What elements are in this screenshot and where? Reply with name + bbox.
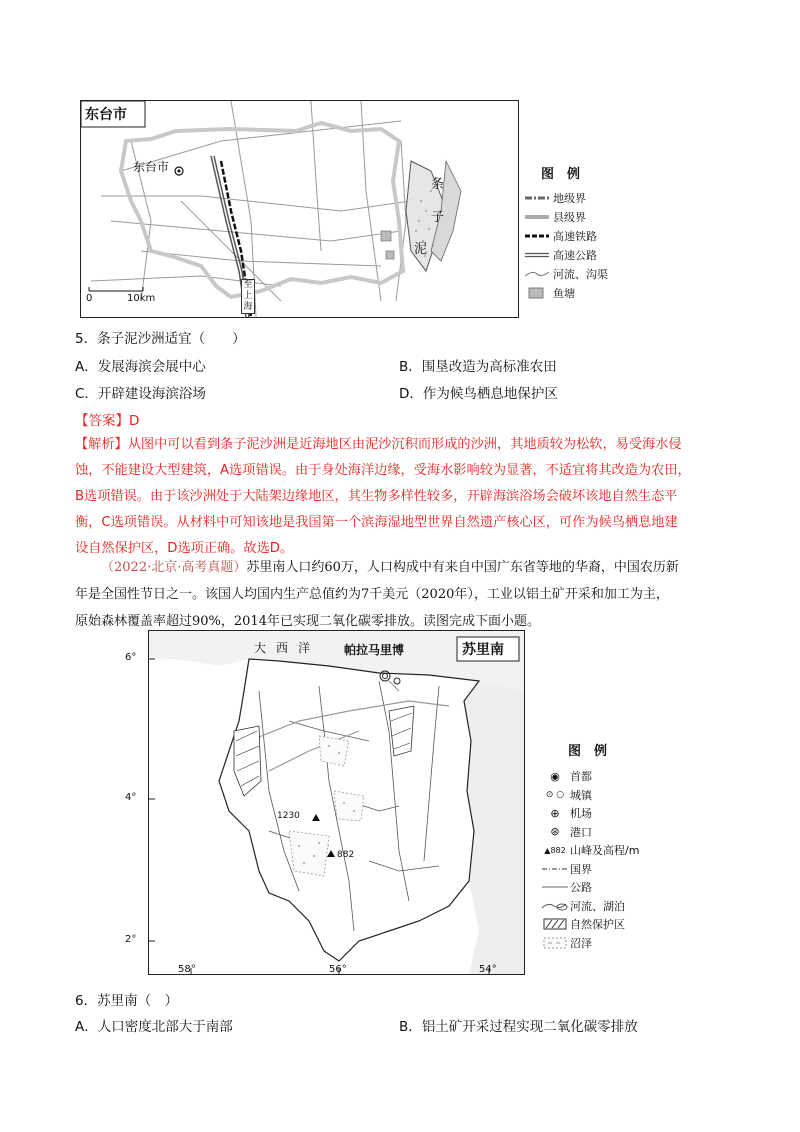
legend-item-prefecture-boundary: 地级界 — [553, 191, 586, 205]
map1-shoal-char-1: 条 — [431, 177, 445, 192]
analysis-line-2: 蚀，不能建设大型建筑，A选项错误。由于身处海洋边缘，受海水影响较为显著，不适宜将其改造为农田， — [75, 463, 691, 478]
intro-line-3: 原始森林覆盖率超过90%，2014年已实现二氧化碳零排放。读图完成下面小题。 — [75, 614, 540, 629]
legend-item-river: 河流、沟渠 — [525, 264, 615, 283]
legend-item-high-speed-rail: 高速铁路 — [553, 229, 597, 243]
legend-item-port: ⊛ 港口 — [540, 823, 670, 842]
dongtai-map-drawing — [81, 101, 518, 317]
q6-option-a: A．人口密度北部大于南部 — [75, 1019, 233, 1035]
q6-stem: 6．苏里南（ ） — [75, 993, 179, 1009]
reserve-icon — [540, 918, 570, 930]
analysis-line-4: 衡，C选项错误。从材料中可知该地是我国第一个滨海湿地型世界自然遗产核心区，可作为候鸟栖息地建 — [75, 515, 678, 530]
legend-item-highway: 高速公路 — [553, 248, 597, 262]
peak-1230-label: 1230 — [277, 811, 300, 821]
lat-6: 6° — [125, 652, 137, 663]
dongtai-map — [80, 100, 519, 318]
legend-item-river-lake: 河流、湖泊 — [540, 897, 670, 916]
peak-icon: ▲882 — [544, 845, 566, 855]
map1-legend — [525, 163, 615, 302]
river-lake-icon — [540, 900, 570, 912]
lon-58: 58° — [178, 964, 196, 975]
analysis-line-1: 【解析】从图中可以看到条子泥沙洲是近海地区由泥沙沉积而形成的沙洲，其地质较为松软，易受海水侵 — [75, 437, 682, 452]
map1-scale-zero: 0 — [86, 293, 93, 304]
q5-option-b: B．围垦改造为高标准农田 — [399, 359, 557, 375]
intro-line-1: 苏里南人口约60万，人口构成中有来自中国广东省等地的华裔，中国农历新 — [246, 560, 679, 575]
road-line-icon — [540, 883, 570, 891]
q5-option-d: D．作为候鸟栖息地保护区 — [399, 386, 558, 402]
map1-city-label: 东台市 — [133, 160, 170, 174]
intro-line-2: 年是全国性节日之一。该国人均国内生产总值约为7千美元（2020年），工业以铝土矿开采和加工为主， — [75, 587, 669, 602]
town-icon: ⊙ ○ — [545, 789, 565, 800]
suriname-map — [148, 630, 525, 975]
legend-item-road: 公路 — [540, 878, 670, 897]
capital-icon: ◉ — [550, 769, 560, 783]
analysis-line-3: B选项错误。由于该沙洲处于大陆架边缘地区，其生物多样性较多，开辟海滨浴场会破坏该地自然生态平 — [75, 489, 678, 504]
map1-title: 东台市 — [85, 107, 127, 123]
legend-item-town: ⊙ ○ 城镇 — [540, 786, 670, 805]
legend-item-capital: ◉ 首都 — [540, 767, 670, 786]
airport-icon: ⊕ — [550, 806, 560, 820]
q5-answer: 【答案】D — [75, 413, 140, 429]
lon-56: 56° — [329, 964, 347, 975]
map1-scale-km: 10km — [127, 293, 156, 304]
map1-legend-title: 图 例 — [541, 167, 581, 182]
legend-item-border: 国界 — [540, 860, 670, 879]
q5-stem: 5．条子泥沙洲适宜（ ） — [75, 331, 246, 347]
legend-item-county-boundary: 县级界 — [553, 210, 586, 224]
map1-shoal-char-2: 子 — [431, 210, 445, 225]
border-line-icon — [540, 865, 570, 873]
suriname-map-drawing — [149, 631, 524, 974]
peak-882-label: 882 — [337, 850, 355, 860]
q5-option-c: C．开辟建设海滨浴场 — [75, 386, 206, 402]
q6-option-b: B．铝土矿开采过程实现二氧化碳零排放 — [399, 1019, 638, 1035]
map1-to-shanghai: 至 上 海 — [241, 279, 255, 314]
map1-shoal-char-3: 泥 — [414, 242, 428, 257]
source-tag: （2022·北京·高考真题） — [101, 560, 247, 575]
lat-4: 4° — [125, 792, 137, 803]
map2-title: 苏里南 — [462, 642, 504, 658]
map2-legend — [540, 740, 670, 952]
lat-2: 2° — [125, 934, 137, 945]
q5-analysis — [75, 432, 755, 562]
q5-option-a: A．发展海滨会展中心 — [75, 359, 206, 375]
lon-54: 54° — [479, 964, 497, 975]
legend-item-peak: ▲882 山峰及高程/m — [540, 841, 670, 860]
legend-item-reserve: 自然保护区 — [540, 915, 670, 934]
map2-legend-title: 图 例 — [568, 744, 608, 759]
map2-ocean-label: 大西洋 — [254, 641, 321, 655]
legend-item-swamp: 沼泽 — [540, 934, 670, 953]
map2-capital-label: 帕拉马里博 — [344, 643, 405, 657]
analysis-line-5: 设自然保护区，D选项正确。故选D。 — [75, 541, 294, 556]
swamp-icon — [540, 937, 570, 949]
legend-item-airport: ⊕ 机场 — [540, 804, 670, 823]
suriname-intro — [75, 554, 765, 635]
port-icon: ⊛ — [550, 825, 560, 839]
legend-item-fish-pond: 鱼塘 — [525, 283, 615, 302]
